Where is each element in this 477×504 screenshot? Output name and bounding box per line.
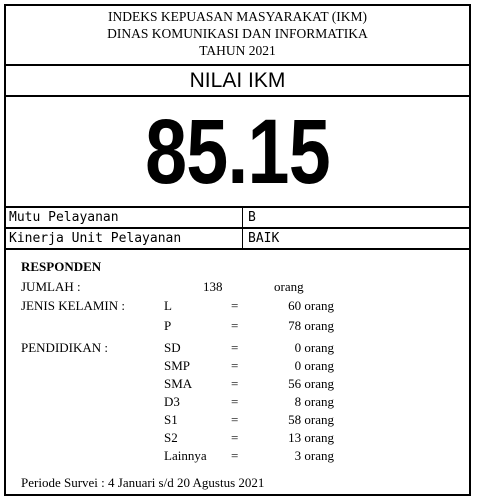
gender-value: 60 orang (288, 298, 334, 313)
edu-eq: = (231, 412, 239, 427)
column-divider (242, 207, 243, 249)
gender-cat: P (164, 318, 172, 333)
mutu-row (6, 208, 469, 228)
edu-value: 0 orang (294, 340, 334, 355)
header-line-3: TAHUN 2021 (199, 43, 276, 58)
edu-eq: = (231, 340, 239, 355)
ikm-score: 85.15 (145, 101, 330, 203)
header-line-1: INDEKS KEPUASAN MASYARAKAT (IKM) (108, 9, 367, 24)
jenis-kelamin-label: JENIS KELAMIN : (21, 298, 125, 313)
responden-heading: RESPONDEN (21, 259, 102, 274)
edu-eq: = (231, 376, 239, 391)
edu-cat: SMP (164, 358, 191, 373)
kinerja-row (6, 229, 469, 249)
divider (6, 248, 469, 250)
edu-value: 0 orang (294, 358, 334, 373)
edu-cat: D3 (164, 394, 180, 409)
divider (6, 95, 469, 97)
edu-value: 8 orang (294, 394, 334, 409)
edu-value: 56 orang (288, 376, 334, 391)
ikm-card (4, 4, 471, 496)
pendidikan-label: PENDIDIKAN : (21, 340, 109, 355)
edu-eq: = (231, 358, 239, 373)
jumlah-label: JUMLAH : (21, 279, 81, 294)
jumlah-unit: orang (274, 279, 304, 294)
edu-eq: = (231, 448, 239, 463)
header-line-2: DINAS KOMUNIKASI DAN INFORMATIKA (107, 26, 368, 41)
edu-cat: S1 (164, 412, 178, 427)
edu-cat: Lainnya (164, 448, 207, 463)
edu-value: 3 orang (294, 448, 334, 463)
periode-survei: Periode Survei : 4 Januari s/d 20 Agustus 2021 (21, 475, 265, 490)
kinerja-value: BAIK (248, 231, 280, 246)
mutu-value: B (248, 210, 256, 225)
gender-cat: L (164, 298, 172, 313)
kinerja-label: Kinerja Unit Pelayanan (9, 231, 182, 246)
edu-eq: = (231, 394, 239, 409)
gender-value: 78 orang (288, 318, 334, 333)
gender-eq: = (231, 298, 239, 313)
edu-value: 13 orang (288, 430, 334, 445)
edu-cat: SMA (164, 376, 193, 391)
jumlah-value: 138 (203, 279, 223, 294)
edu-cat: S2 (164, 430, 178, 445)
gender-eq: = (231, 318, 239, 333)
edu-value: 58 orang (288, 412, 334, 427)
edu-eq: = (231, 430, 239, 445)
divider (6, 64, 469, 66)
page-title: NILAI IKM (189, 69, 286, 92)
mutu-label: Mutu Pelayanan (9, 210, 119, 225)
header (6, 6, 469, 64)
edu-cat: SD (164, 340, 181, 355)
